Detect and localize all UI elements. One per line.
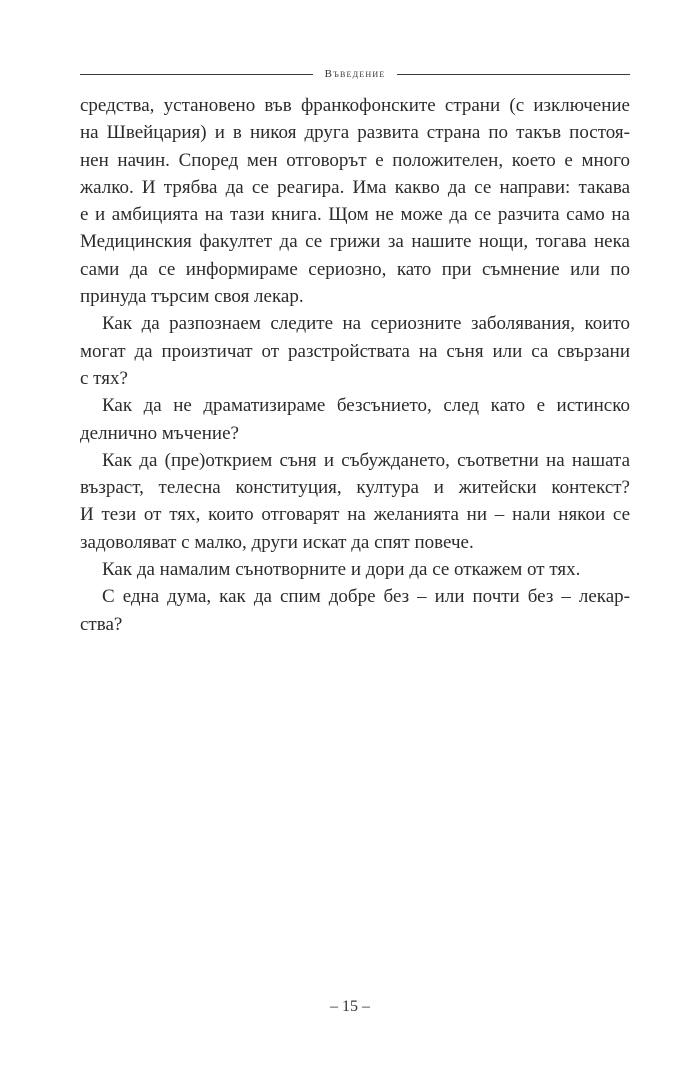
text-line: средства, установено във франкофонските страни (с изключение <box>80 95 630 116</box>
text-line: И тези от тях, които отговарят на желанията ни – нали някои се <box>80 504 630 526</box>
text-line: делнично мъчение? <box>80 422 239 444</box>
text-line: Как да не драматизираме безсънието, след като е истинско <box>102 395 630 417</box>
text-line: нен начин. Според мен отговорът е положителен, което е много <box>80 149 630 171</box>
text-line: жалко. И трябва да се реагира. Има какво да се направи: такава <box>80 176 630 198</box>
text-line: възраст, телесна конституция, култура и житейски контекст? <box>80 477 630 499</box>
text-line: Медицинския факултет да се грижи за нашите нощи, тогава нека <box>80 231 630 253</box>
text-line: принуда търсим своя лекар. <box>80 286 304 308</box>
text-line: с тях? <box>80 367 128 389</box>
text-line: могат да произтичат от разстройствата на съня или са свързани <box>80 340 630 362</box>
page-number: – 15 – <box>330 998 370 1015</box>
text-line: на Швейцария) и в никоя друга развита страна по такъв постоя- <box>80 122 630 144</box>
text-line: е и амбицията на тази книга. Щом не може да се разчита само на <box>80 204 630 226</box>
text-line: сами да се информираме сериозно, като при съмнение или по <box>80 258 630 280</box>
header-rule-left <box>80 74 313 75</box>
text-line: Как да разпознаем следите на сериозните заболявания, които <box>102 313 630 335</box>
body-text <box>80 92 630 638</box>
text-line: ства? <box>80 613 123 635</box>
header-rule-right <box>397 74 630 75</box>
chapter-title: Въведение <box>324 68 386 80</box>
text-line: Как да (пре)открием съня и събуждането, съответни на нашата <box>102 449 630 471</box>
running-header <box>80 64 630 84</box>
text-line: Как да намалим сънотворните и дори да се откажем от тях. <box>102 559 581 581</box>
text-line: С една дума, как да спим добре без – или почти без – лекар- <box>102 586 630 608</box>
text-line: задоволяват с малко, други искат да спят повече. <box>80 531 474 553</box>
